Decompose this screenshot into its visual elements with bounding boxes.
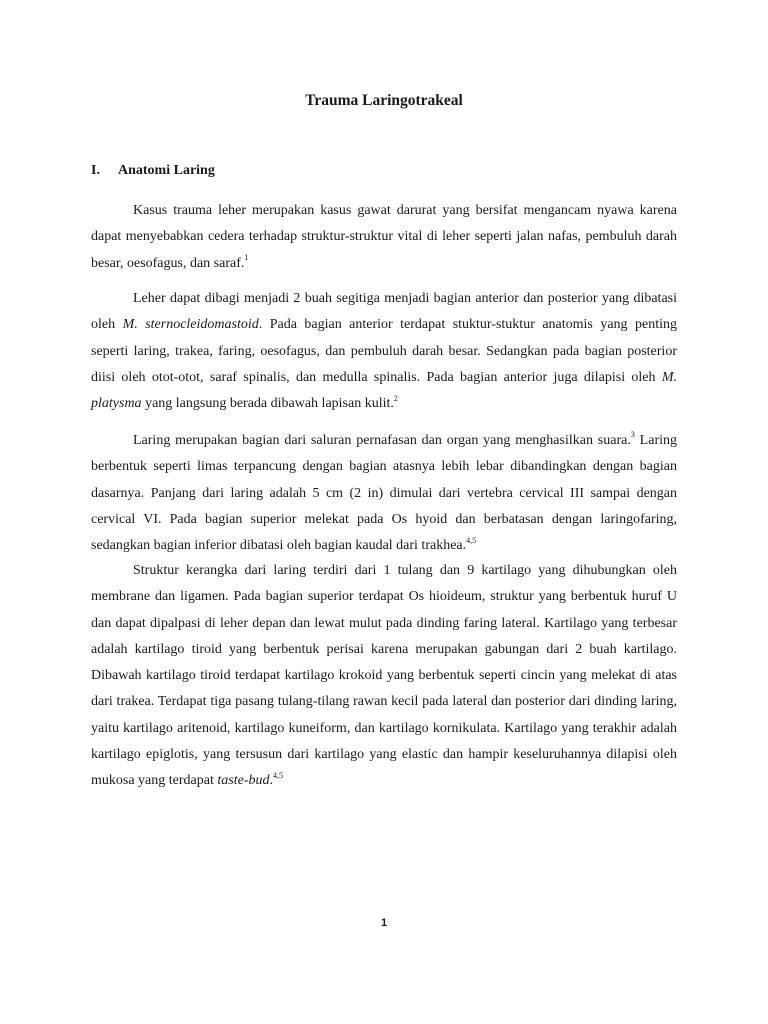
- muscle-name: M. platysma: [91, 369, 677, 412]
- muscle-name: M. sternocleidomastoid: [122, 317, 259, 333]
- paragraph-4: [91, 558, 677, 795]
- paragraph-1: [91, 198, 677, 277]
- citation-ref: 3: [630, 430, 635, 440]
- paragraph-text: Laring berbentuk seperti limas terpancung dengan bagian atasnya lebih lebar dibandingkan dengan bagian dasarnya. Panjang dari laring adalah 5 cm (2 in) dimulai dari vertebra cervical III sampai dengan cervical VI. Pada bagian superior melekat pada Os hyoid dan berbatasan dengan laringofaring, sedangkan bagian inferior dibatasi oleh bagian kaudal dari trakhea.: [91, 433, 677, 554]
- paragraph-3: [91, 428, 677, 559]
- citation-ref: 4,5: [272, 770, 283, 780]
- paragraph-2: [91, 286, 677, 417]
- paragraph-text: Struktur kerangka dari laring terdiri dari 1 tulang dan 9 kartilago yang dihubungkan oleh membrane dan ligamen. Pada bagian superior terdapat Os hioideum, struktur yang berbentuk huruf U dan dapat dipalpasi di leher depan dan lewat mulut pada dinding faring lateral. Kartilago yang terbesar adalah kartilago tiroid yang berbentuk perisai karena merupakan gabungan dari 2 buah kartilago. Dibawah kartilago tiroid terdapat kartilago krokoid yang berbentuk seperti cincin yang melekat di atas dari trakea. Terdapat tiga pasang tulang-tilang rawan kecil pada lateral dan posterior dari dinding laring, yaitu kartilago aritenoid, kartilago kuneiform, dan kartilago kornikulata. Kartilago yang terakhir adalah kartilago epiglotis, yang tersusun dari kartilago yang elastic dan hampir keseluruhannya dilapisi oleh mukosa yang terdapat: [91, 563, 677, 789]
- page-number: 1: [380, 917, 388, 929]
- paragraph-text: yang langsung berada dibawah lapisan kulit.: [141, 396, 394, 412]
- paragraph-text: . Pada bagian anterior terdapat stuktur-stuktur anatomis yang penting seperti laring, trakea, faring, oesofagus, dan pembuluh darah besar. Sedangkan pada bagian posterior diisi oleh otot-otot, saraf spinalis, dan medulla spinalis. Pada bagian anterior juga dilapisi oleh: [91, 317, 677, 385]
- paragraph-text: Leher dapat dibagi menjadi 2 buah segitiga menjadi bagian anterior dan posterior yang dibatasi oleh: [91, 291, 677, 333]
- italic-term: taste-bud: [217, 773, 270, 789]
- section-heading: [91, 161, 215, 181]
- paragraph-text: Kasus trauma leher merupakan kasus gawat darurat yang bersifat mengancam nyawa karena dapat menyebabkan cedera terhadap struktur-struktur vital di leher seperti jalan nafas, pembuluh darah besar, oesofagus, dan saraf.: [91, 203, 677, 271]
- citation-ref: 2: [393, 393, 398, 403]
- document-title: Trauma Laringotrakeal: [305, 92, 463, 109]
- citation-ref: 1: [244, 252, 249, 262]
- paragraph-text: Laring merupakan bagian dari saluran pernafasan dan organ yang menghasilkan suara.: [133, 433, 631, 448]
- citation-ref: 4,5: [466, 535, 477, 545]
- paragraph-text: .: [269, 773, 273, 789]
- section-title: Anatomi Laring: [118, 163, 215, 178]
- section-number: I.: [91, 163, 100, 178]
